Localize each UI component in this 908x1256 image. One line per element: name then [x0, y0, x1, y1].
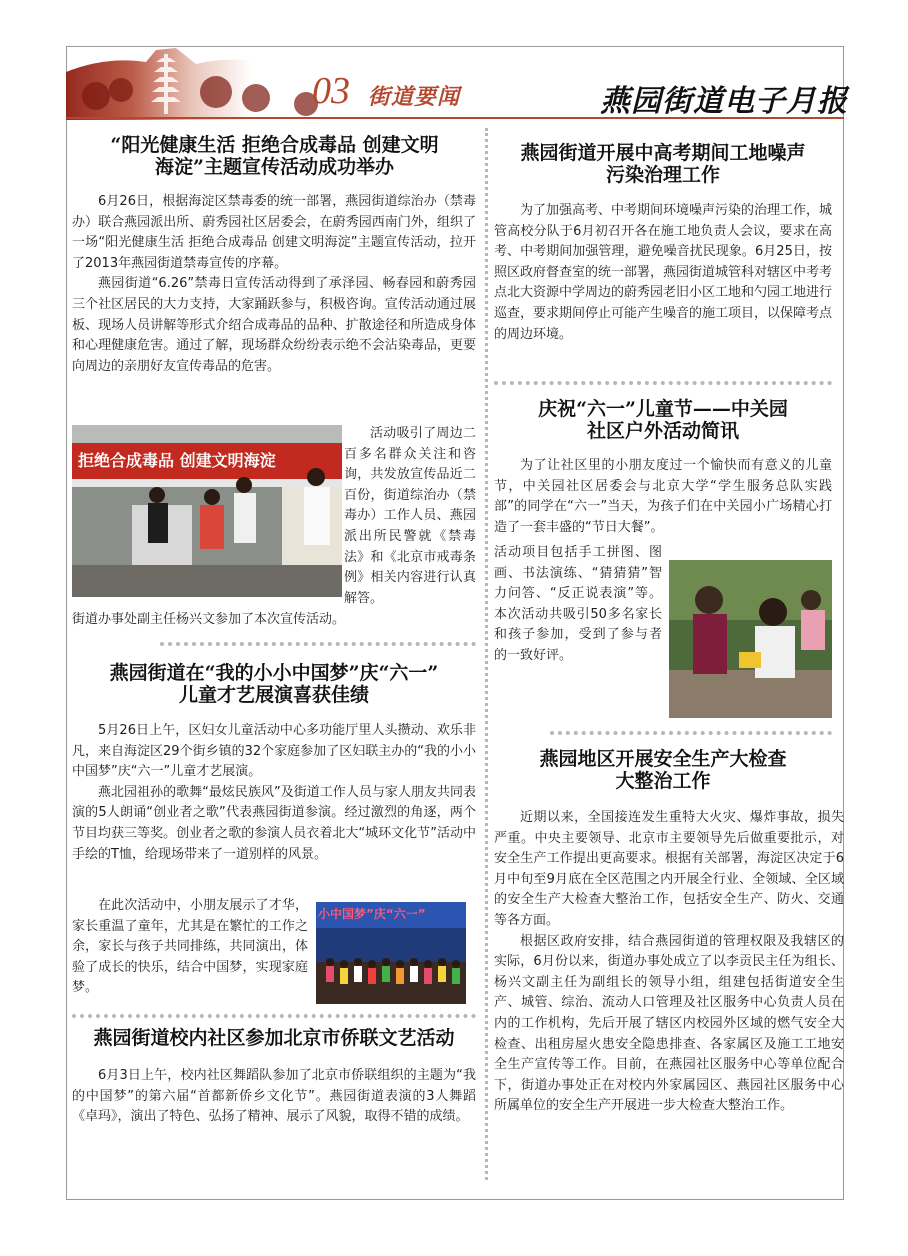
- china-dream-banner-text: 小中国梦”庆“六一”: [318, 907, 426, 921]
- article-title-safety-inspection: 燕园地区开展安全生产大检查 大整治工作: [539, 748, 787, 792]
- article-title-overseas-chinese: 燕园街道校内社区参加北京市侨联文艺活动: [93, 1027, 455, 1049]
- section-separator: [550, 731, 832, 735]
- childrens-day-photo: [669, 560, 832, 718]
- section-separator: [72, 1014, 476, 1018]
- section-title: 街道要闻: [368, 84, 461, 110]
- article-body-childrens-day: 为了让社区里的小朋友度过一个愉快而有意义的儿童节，中关园社区居委会与北京大学“学生服务总队实践部”的同学在“六一”当天，为孩子们在中关园小广场精心打造了一套丰盛的“节日大餐”。: [494, 458, 832, 535]
- article-title-anti-drug: “阳光健康生活 拒绝合成毒品 创建文明 海淀”主题宣传活动成功举办: [110, 134, 439, 178]
- article-body-anti-drug: 6月26日，根据海淀区禁毒委的统一部署，燕园街道综治办（禁毒办）联合燕园派出所、蔚秀园社区居委会，在蔚秀园西南门外，组织了一场“阳光健康生活 拒绝合成毒品 创建文明海淀”主题宣传活动，拉开了2013年燕园街道禁毒宣传的序幕。 燕园街道“6.26”禁毒日宣传活动得到了承泽园、畅春园和蔚秀园三个社区居民的大力支持，大家踊跃参与，积极咨询。宣传活动通过展板、现场人员讲解等形式介绍合成毒品的品种、扩散途径和所造成身体和心理健康危害。通过了解，现场群众纷纷表示绝不会沾染毒品，更要向周边的亲朋好友宣传毒品的危害。: [72, 194, 476, 374]
- section-separator: [494, 381, 832, 385]
- issue-number: 03: [312, 70, 350, 112]
- article-title-childrens-day: 庆祝“六一”儿童节——中关园 社区户外活动简讯: [538, 398, 788, 442]
- anti-drug-banner-text: 拒绝合成毒品 创建文明海淀: [78, 451, 276, 470]
- newsletter-title: 燕园街道电子月报: [600, 84, 848, 119]
- article-body-china-dream: 5月26日上午，区妇女儿童活动中心多功能厅里人头攒动、欢乐非凡，来自海淀区29个街乡镇的32个家庭参加了区妇联主办的“我的小小中国梦”庆“六一”儿童才艺展演。 燕北园祖孙的歌舞“最炫民族风”及街道工作人员与家人朋友共同表演的5人朗诵“创业者之歌”代表燕园街道参演。经过激烈的角逐，两个节目均获三等奖。创业者之歌的参演人员衣着北大“城环文化节”活动中手绘的T恤，给现场带来了一道别样的风景。: [72, 723, 476, 862]
- article-title-china-dream: 燕园街道在“我的小小中国梦”庆“六一” 儿童才艺展演喜获佳绩: [109, 662, 439, 706]
- column-divider: [485, 128, 488, 1180]
- anti-drug-side-text: 活动吸引了周边二百多名群众关注和咨询，共发放宣传品近二百份，街道综治办（禁毒办）工作人员、燕园派出所民警就《禁毒法》和《北京市戒毒条例》相关内容进行认真解答。: [344, 426, 476, 606]
- anti-drug-closing: 街道办事处副主任杨兴文参加了本次宣传活动。: [72, 612, 346, 627]
- article-body-safety-inspection: 近期以来，全国接连发生重特大火灾、爆炸事故，损失严重。中央主要领导、北京市主要领导先后做重要批示，对安全生产工作提出更高要求。根据有关部署，海淀区决定于6月中旬至9月底在全区范围之内开展全行业、全领域、全区域的安全生产大检查大整治工作，包括安全生产、防火、交通等各方面。 根据区政府安排，结合燕园街道的管理权限及我辖区的实际，6月份以来，街道办事处成立了以李贡民主任为组长、杨兴文副主任为副组长的领导小组，组建包括街道安全生产、城管、综治、流动人口管理及社区服务中心负责人员在内的工作机构，先后开展了辖区内校园外区域的燃气安全大检查、出租房屋火患安全隐患排查、各家属区及施工工地安全生产宣传等工作。目前，在燕园社区服务中心等单位配合下，街道办事处正在对校内外家属园区、燕园社区服务中心所属单位的安全生产开展进一步大检查大整治工作。: [494, 810, 844, 1114]
- china-dream-side-text: 在此次活动中，小朋友展示了才华，家长重温了童年，尤其是在繁忙的工作之余，家长与孩子共同排练，共同演出，体验了成长的快乐，结合中国梦，实现家庭梦。: [72, 898, 308, 996]
- section-separator: [160, 642, 476, 646]
- article-body-noise-control: 为了加强高考、中考期间环境噪声污染的治理工作，城管高校分队于6月初召开各在施工地负责人会议，要求在高考、中考期间加强管理，避免噪音扰民现象。6月25日，按照区政府督查室的统一部署，燕园街道城管科对辖区中考考点北大资源中学周边的蔚秀园老旧小区工地和勺园工地进行巡查，要求期间停止可能产生噪音的施工项目，以保障考点的周边环境。: [494, 203, 833, 342]
- childrens-day-side-text: 活动项目包括手工拼图、图画、书法演练、“猜猜猜”智力问答、“反正说表演”等。本次活动共吸引50多名家长和孩子参加，受到了参与者的一致好评。: [494, 545, 662, 663]
- article-title-noise-control: 燕园街道开展中高考期间工地噪声 污染治理工作: [520, 142, 806, 186]
- article-body-overseas-chinese: 6月3日上午，校内社区舞蹈队参加了北京市侨联组织的主题为“我的中国梦”的第六届“首都新侨乡文化节”。燕园街道表演的3人舞蹈《卓玛》，演出了特色、弘扬了精神、展示了风貌，取得不错的成绩。: [72, 1068, 476, 1125]
